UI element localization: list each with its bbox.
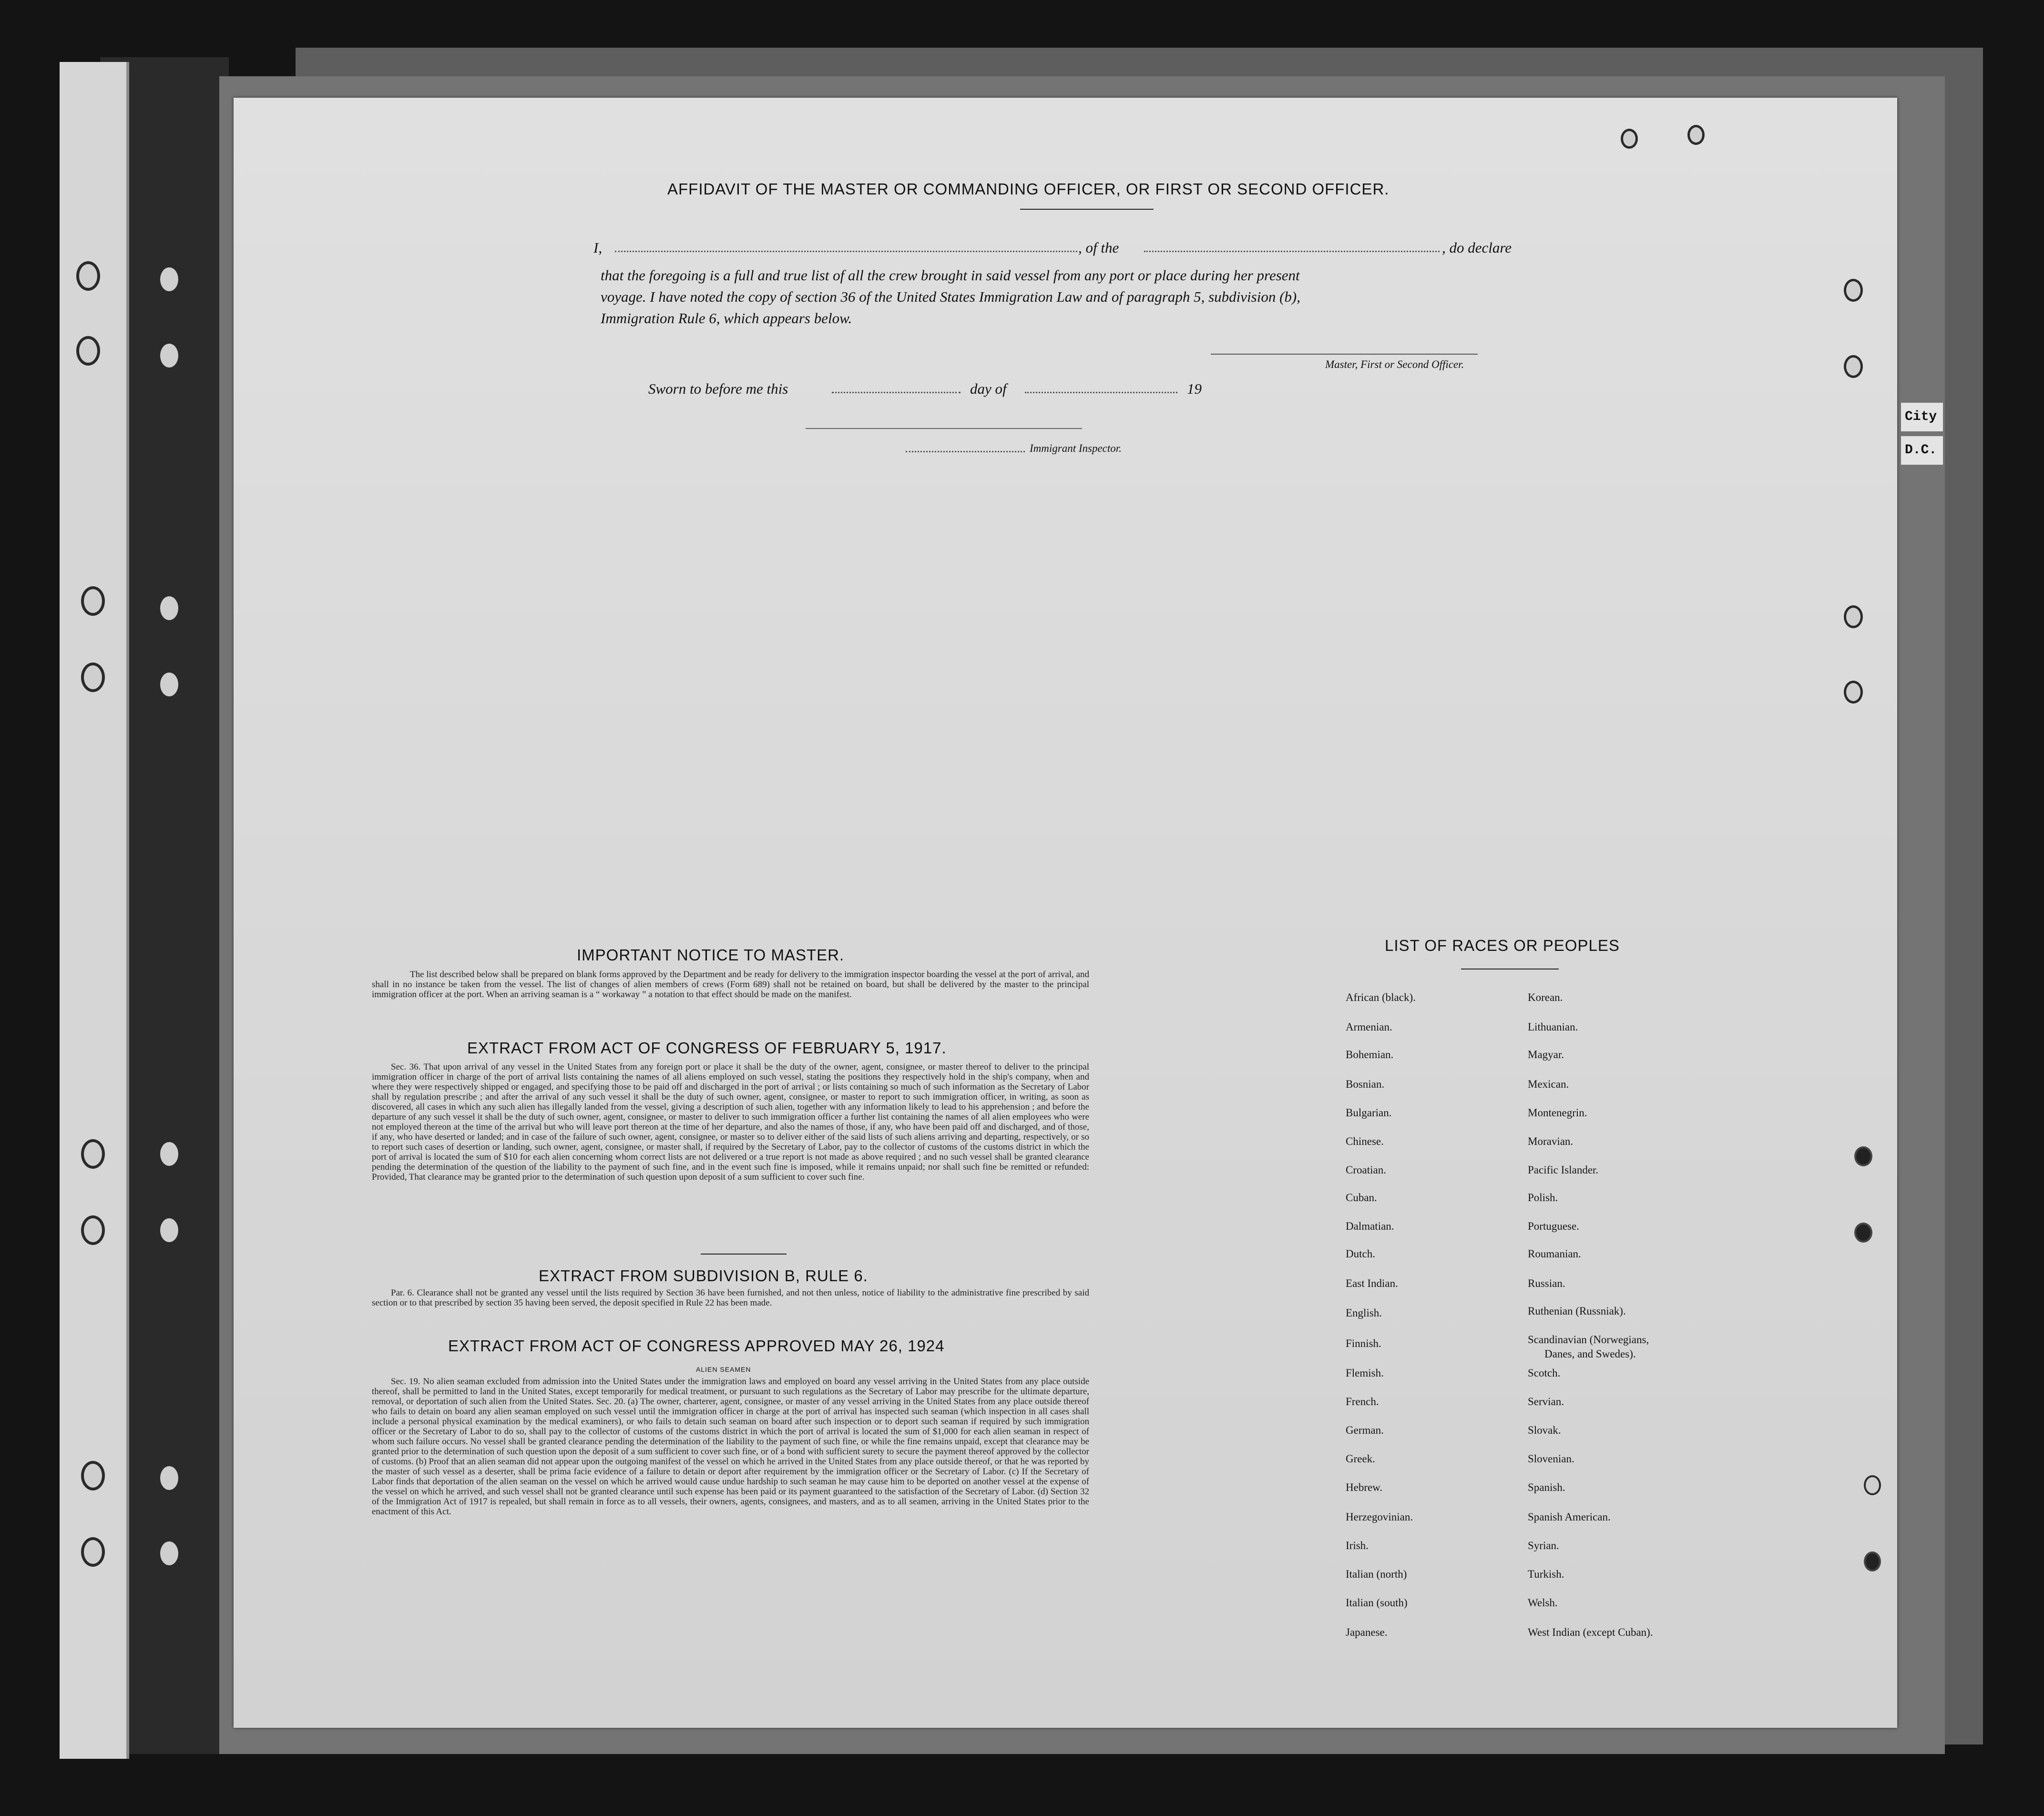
punch-hole-icon	[81, 663, 105, 692]
punch-hole-icon	[1844, 681, 1863, 704]
race-item: Mexican.	[1528, 1078, 1569, 1090]
extract-1924-title: EXTRACT FROM ACT OF CONGRESS APPROVED MAY 26, 1924	[448, 1337, 945, 1355]
race-item: Slovenian.	[1528, 1453, 1574, 1465]
punch-hole-icon	[81, 586, 105, 616]
race-item: Cuban.	[1346, 1192, 1377, 1204]
sworn-label: Sworn to before me this	[648, 380, 788, 397]
side-tab-city: City	[1901, 403, 1943, 431]
binding-strip	[60, 62, 129, 1759]
punch-hole-icon	[1844, 355, 1863, 378]
side-tab-dc: D.C.	[1901, 436, 1943, 465]
race-item: Japanese.	[1346, 1626, 1388, 1638]
race-item: Scotch.	[1528, 1367, 1561, 1379]
punch-hole-icon	[157, 1215, 181, 1245]
race-item: Russian.	[1528, 1277, 1565, 1289]
affidavit-title: AFFIDAVIT OF THE MASTER OR COMMANDING OFFICER, OR FIRST OR SECOND OFFICER.	[667, 180, 1390, 198]
inspector-line	[806, 428, 1082, 429]
inspector-blank	[906, 451, 1025, 452]
race-item: German.	[1346, 1424, 1384, 1436]
race-item: Bulgarian.	[1346, 1107, 1392, 1119]
race-item: Scandinavian (Norwegians,	[1528, 1334, 1649, 1346]
race-item: Turkish.	[1528, 1568, 1564, 1580]
race-item: Spanish American.	[1528, 1511, 1611, 1523]
punch-hole-icon	[81, 1139, 105, 1169]
race-item: Dutch.	[1346, 1248, 1375, 1260]
race-item: Roumanian.	[1528, 1248, 1581, 1260]
punch-hole-icon	[157, 265, 181, 294]
punch-hole-icon	[81, 1215, 105, 1245]
race-item: East Indian.	[1346, 1277, 1398, 1289]
punch-hole-icon	[1844, 605, 1863, 628]
race-item: Slovak.	[1528, 1424, 1561, 1436]
race-item: Armenian.	[1346, 1021, 1392, 1033]
notice-text: The list described below shall be prepared on blank forms approved by the Department and be ready for delivery to the immigration inspector boarding the vessel at the port of arrival, and shall in no instance be taken from the vessel. The list of changes of alien members of crews (Form 689) shall not be retained on board, but shall be delivered by the master to the principal immigration officer at the port. When an arriving seaman is a “ workaway ” a notation to that effect should be made on the manifest.	[372, 969, 1089, 1000]
extract-1924-text: Sec. 19. No alien seaman excluded from admission into the United States under the immigration laws and employed on board any vessel arriving in the United States from any place outside thereof, shall be permitted to land in the United States, except temporarily for medical treatment, or pursuant to such regulations as the Secretary of Labor may prescribe for the ultimate departure, removal, or deportation of such alien from the United States. Sec. 20. (a) The owner, charterer, agent, consignee, or master of any vessel arriving in the United States from any place outside thereof who fails to detain on board any alien seaman employed on such vessel until the immigration officer in charge at the port of arrival has inspected such seaman (which inspection in all cases shall include a personal physical examination by the medical examiners), or who fails to detain such seaman on board after such inspection or to deport such seaman if required by such immigration officer or the Secretary of Labor to do so, shall pay to the collector of customs of the customs district in which the port of arrival is located the sum of $1,000 for each alien seaman in respect of whom such failure occurs. No vessel shall be granted clearance pending the determination of the liability to the payment of such fine, or while the fine remains unpaid, except that clearance may be granted prior to the determination of such question upon the deposit of a sum sufficient to cover such fine, or of a bond with sufficient surety to secure the payment thereof approved by the collector of customs. (b) Proof that an alien seaman did not appear upon the outgoing manifest of the vessel on which he arrived in the United States from any place outside thereof, or that he was reported by the master of such vessel as a deserter, shall be prima facie evidence of a failure to detain or deport after requirement by the immigration officer or the Secretary of Labor. (c) If the Secretary of Labor finds that deportation of the alien seaman on the vessel on which he arrived would cause undue hardship to such seaman he may cause him to be deported on another vessel at the expense of the vessel on which he arrived, and such vessel shall not be granted clearance until such expense has been paid or its payment guaranteed to the satisfaction of the Secretary of Labor. (d) Section 32 of the Immigration Act of 1917 is repealed, but shall remain in force as to all vessels, their owners, agents, consignees, and masters, and as to all seamen, arriving in the United States prior to the enactment of this Act.	[372, 1377, 1089, 1517]
race-item: Korean.	[1528, 991, 1563, 1003]
punch-hole-icon	[1854, 1223, 1872, 1243]
punch-hole-icon	[1621, 129, 1638, 149]
race-item: Chinese.	[1346, 1135, 1384, 1147]
race-item: Hebrew.	[1346, 1481, 1383, 1493]
affidavit-body-line: that the foregoing is a full and true list of all the crew brought in said vessel from any port or place during her present	[601, 267, 1300, 284]
race-item: Greek.	[1346, 1453, 1375, 1465]
race-item: Dalmatian.	[1346, 1220, 1394, 1232]
punch-hole-icon	[76, 336, 100, 366]
punch-hole-icon	[1864, 1475, 1881, 1495]
affidavit-i-label: I,	[593, 239, 603, 256]
race-item: Lithuanian.	[1528, 1021, 1578, 1033]
race-item: Bohemian.	[1346, 1049, 1394, 1061]
vessel-blank	[1144, 251, 1440, 252]
race-item: Croatian.	[1346, 1164, 1386, 1176]
race-item: Ruthenian (Russniak).	[1528, 1305, 1626, 1317]
extract-1917-text: Sec. 36. That upon arrival of any vessel in the United States from any foreign port or place it shall be the duty of the owner, agent, consignee, or master thereof to deliver to the principal immigration officer in charge of the port of arrival lists containing the names of all aliens employed on such vessel, stating the positions they respectively hold in the ship's company, when and where they were respectively shipped or engaged, and specifying those to be paid off and discharged in the port of arrival ; or lists containing so much of such information as the Secretary of Labor shall by regulation prescribe ; and after the arrival of any such vessel it shall be the duty of such owner, agent, consignee, or master to report to such immigration officer, in writing, as soon as discovered, all cases in which any such alien has illegally landed from the vessel, giving a description of such alien, together with any information likely to lead to his apprehension ; and before the departure of any such vessel it shall be the duty of such owner, agent, consignee, or master to deliver to such immigration officer a further list containing the names of all alien employees who were not employed thereon at the time of the arrival but who will leave port thereon at the time of her departure, and also the names of those, if any, who have been paid off and discharged, and of those, if any, who have deserted or landed; and in case of the failure of such owner, agent, consignee, or master so to deliver either of the said lists of such aliens arriving and departing, respectively, or so to report such cases of desertion or landing, such owner, agent, consignee, or master shall, if required by the Secretary of Labor, pay to the collector of customs of the customs district in which the port of arrival is located the sum of $10 for each alien concerning whom correct lists are not delivered or a true report is not made as above required ; and no such vessel shall be granted clearance pending the determination of the question of the liability to the payment of such fine, and in the event such fine is imposed, while it remains unpaid; nor shall such fine be remitted or refunded: Provided, That clearance may be granted prior to the determination of such question upon deposit of a sum sufficient to cover such fine.	[372, 1062, 1089, 1182]
race-item: Moravian.	[1528, 1135, 1574, 1147]
inspector-label: Immigrant Inspector.	[1030, 442, 1122, 454]
race-item: Spanish.	[1528, 1481, 1565, 1493]
race-item: Polish.	[1528, 1192, 1558, 1204]
name-blank	[615, 251, 1077, 252]
master-signature-label: Master, First or Second Officer.	[1325, 358, 1464, 370]
race-item: Magyar.	[1528, 1049, 1564, 1061]
punch-hole-icon	[157, 670, 181, 699]
race-item: Portuguese.	[1528, 1220, 1579, 1232]
punch-hole-icon	[76, 261, 100, 291]
signature-line	[1211, 354, 1478, 355]
sworn-date-blank	[832, 392, 961, 393]
race-item: Herzegovinian.	[1346, 1511, 1413, 1523]
punch-hole-icon	[1844, 279, 1863, 302]
punch-hole-icon	[81, 1537, 105, 1567]
punch-hole-icon	[157, 341, 181, 370]
race-item: Irish.	[1346, 1540, 1369, 1551]
affidavit-of-the-label: , of the	[1078, 239, 1119, 256]
affidavit-declare-label: , do declare	[1442, 239, 1512, 256]
race-item: Flemish.	[1346, 1367, 1384, 1379]
punch-hole-icon	[1854, 1146, 1872, 1166]
extract-rule6-title: EXTRACT FROM SUBDIVISION B, RULE 6.	[539, 1267, 868, 1285]
punch-hole-icon	[81, 1461, 105, 1490]
races-title: LIST OF RACES OR PEOPLES	[1385, 937, 1620, 954]
race-item: West Indian (except Cuban).	[1528, 1626, 1653, 1638]
race-item: Montenegrin.	[1528, 1107, 1587, 1119]
sworn-day-of-label: day of	[970, 380, 1007, 397]
race-item: Syrian.	[1528, 1540, 1559, 1551]
sworn-year-label: 19	[1187, 380, 1202, 397]
punch-hole-icon	[157, 593, 181, 623]
affidavit-body-line: voyage. I have noted the copy of section 36 of the United States Immigration Law and of paragraph 5, subdivision (b),	[601, 288, 1300, 305]
race-item: Danes, and Swedes).	[1544, 1348, 1636, 1360]
race-item: Italian (north)	[1346, 1568, 1407, 1580]
extract-1924-subtitle: ALIEN SEAMEN	[696, 1366, 751, 1373]
race-item: Welsh.	[1528, 1597, 1558, 1609]
race-item: French.	[1346, 1396, 1379, 1408]
race-item: Bosnian.	[1346, 1078, 1385, 1090]
race-item: African (black).	[1346, 991, 1416, 1003]
punch-hole-icon	[1864, 1551, 1881, 1571]
divider	[1020, 209, 1154, 210]
punch-hole-icon	[157, 1539, 181, 1568]
race-item: Pacific Islander.	[1528, 1164, 1599, 1176]
punch-hole-icon	[1687, 125, 1705, 145]
race-item: Servian.	[1528, 1396, 1564, 1408]
punch-hole-icon	[157, 1139, 181, 1169]
sworn-month-blank	[1025, 392, 1177, 393]
punch-hole-icon	[157, 1463, 181, 1493]
extract-rule6-text: Par. 6. Clearance shall not be granted any vessel until the lists required by Section 36 have been furnished, and not then unless, notice of liability to the administrative fine prescribed by said section or to that prescribed by section 35 having been served, the deposit specified in Rule 22 has been made.	[372, 1288, 1089, 1308]
affidavit-body-line: Immigration Rule 6, which appears below.	[601, 310, 852, 326]
race-item: Italian (south)	[1346, 1597, 1408, 1609]
divider	[701, 1254, 787, 1255]
notice-title: IMPORTANT NOTICE TO MASTER.	[577, 946, 845, 964]
race-item: Finnish.	[1346, 1337, 1381, 1349]
race-item: English.	[1346, 1307, 1382, 1319]
extract-1917-title: EXTRACT FROM ACT OF CONGRESS OF FEBRUARY 5, 1917.	[467, 1039, 947, 1057]
